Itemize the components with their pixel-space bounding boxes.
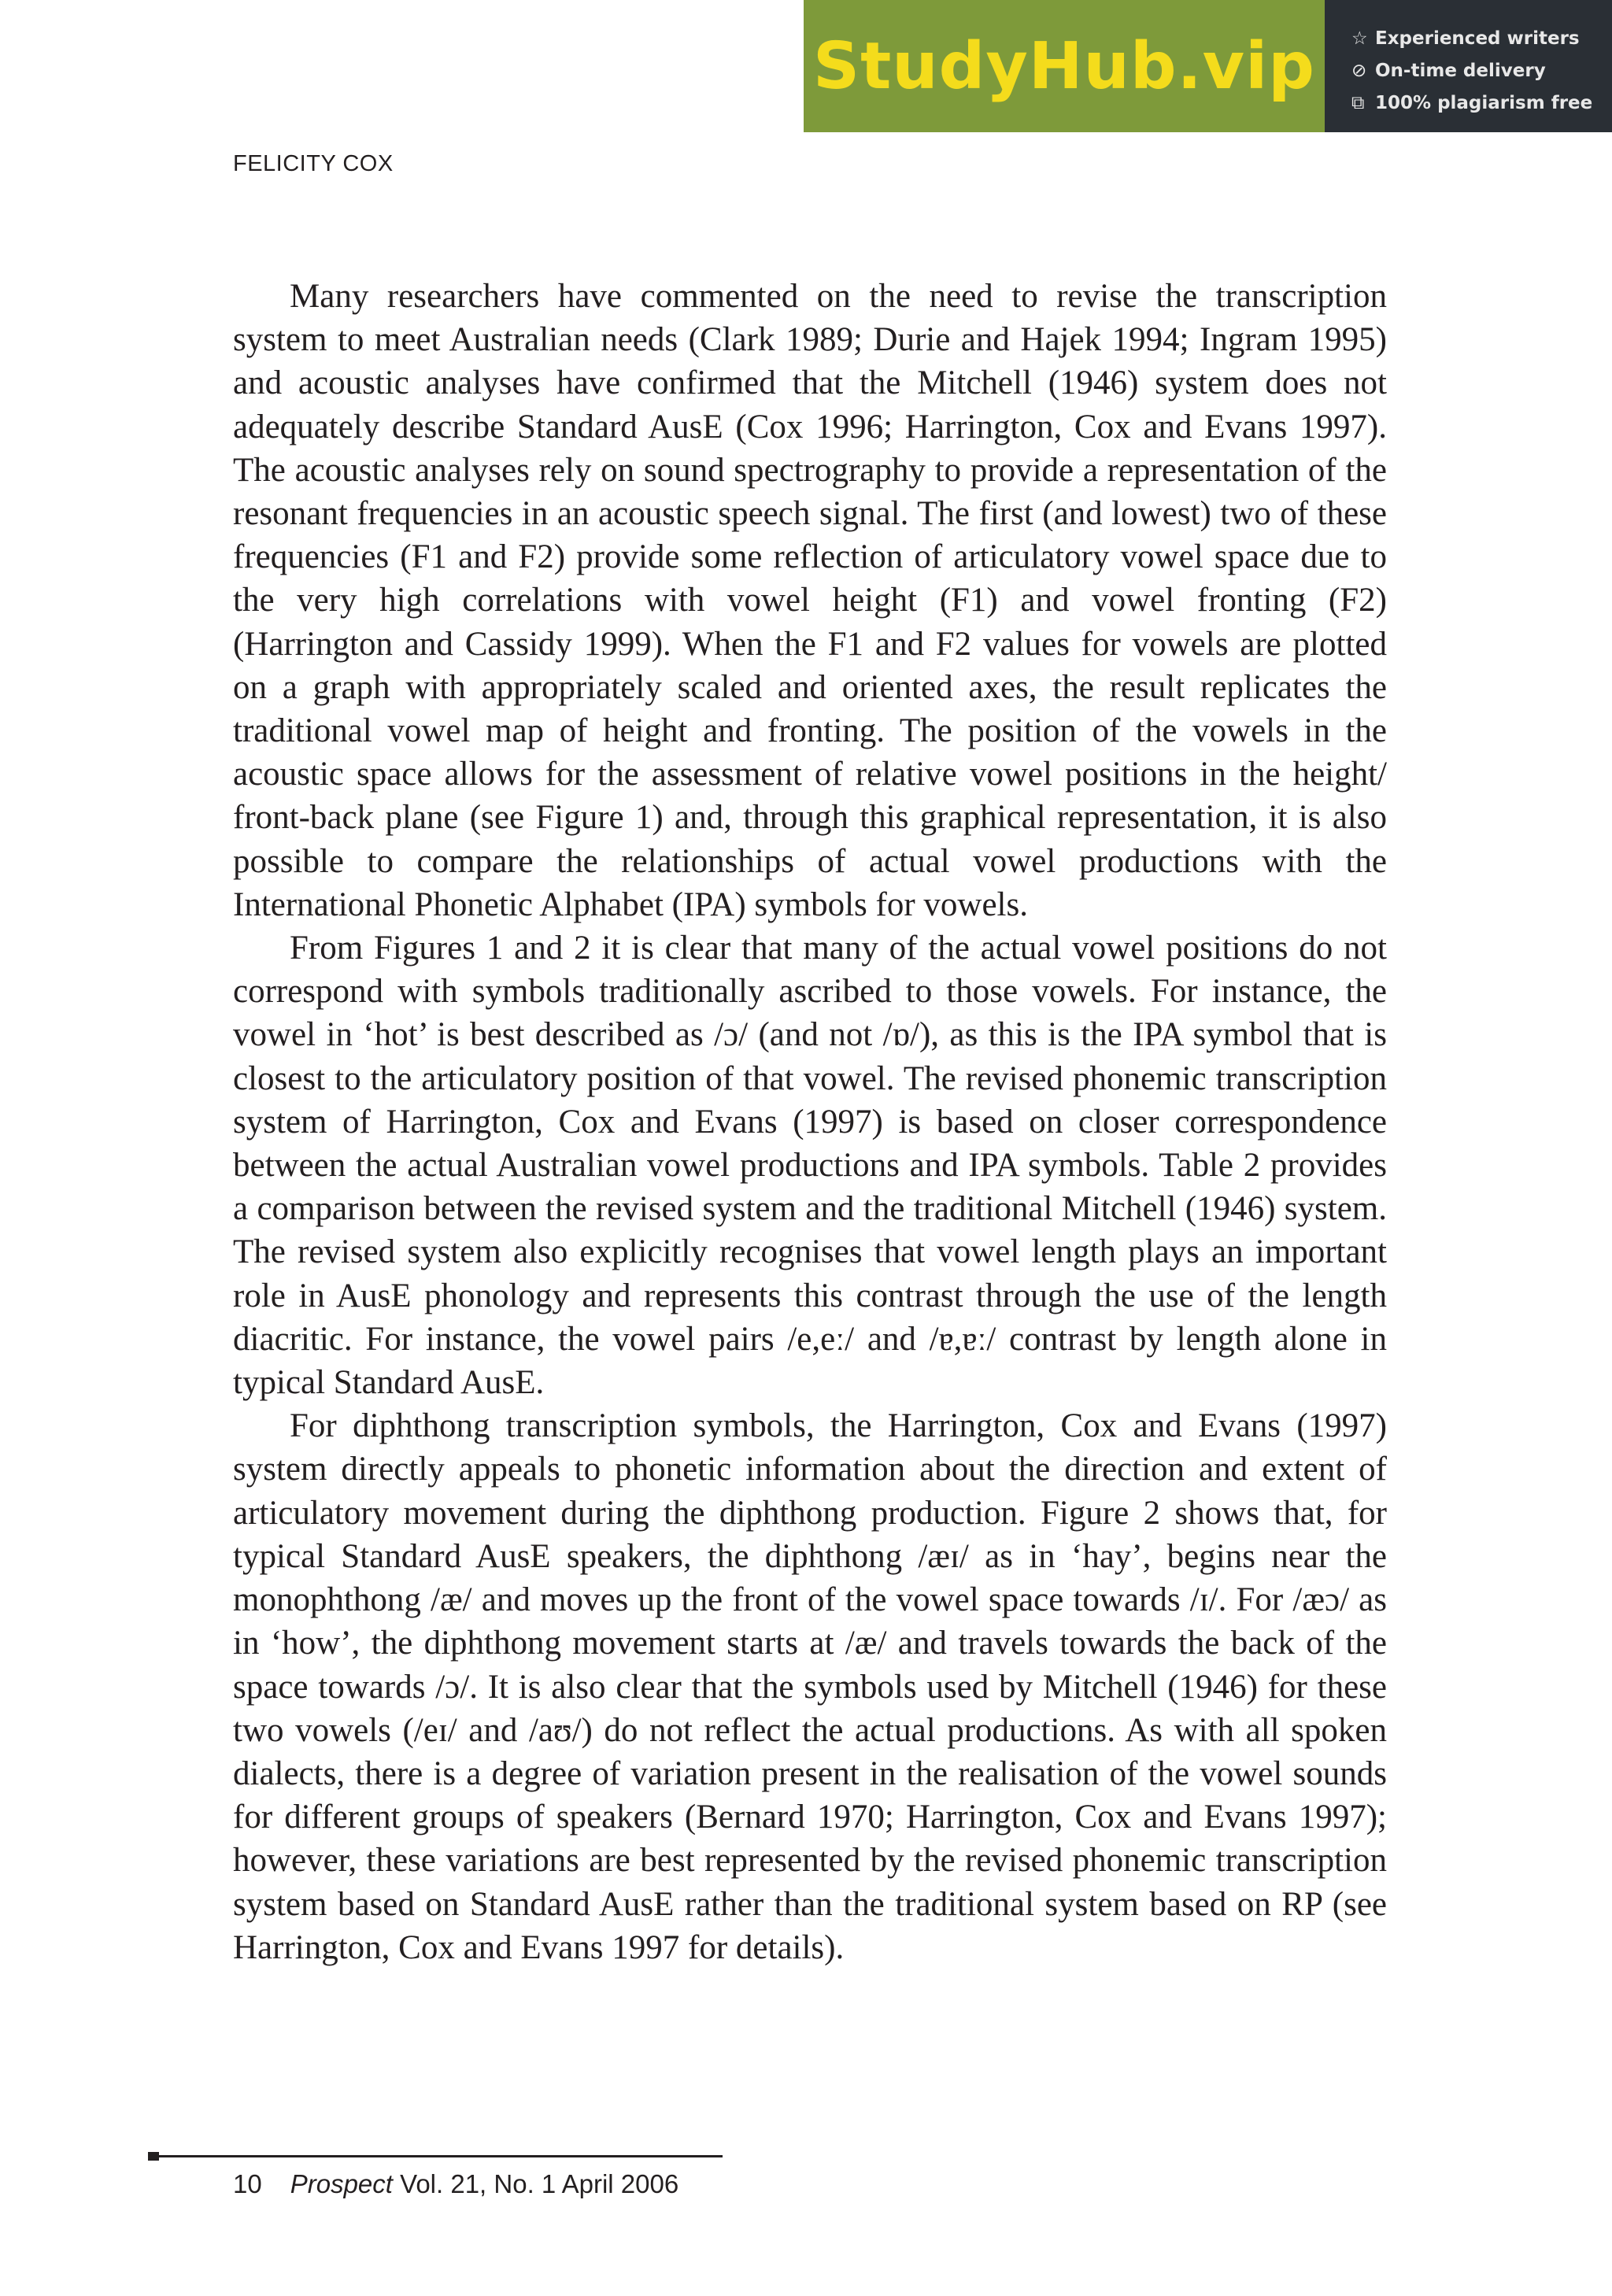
journal-name: Prospect — [290, 2169, 393, 2198]
feature-plagiarism-free — [1351, 87, 1612, 119]
feature-label: 100% plagiarism free — [1375, 92, 1593, 113]
feature-label: Experienced writers — [1375, 28, 1580, 49]
running-head-author: FELICITY COX — [233, 151, 394, 176]
copy-icon: ⧉ — [1351, 92, 1365, 113]
issue: No. 1 — [494, 2169, 556, 2198]
feature-on-time-delivery — [1351, 54, 1612, 87]
paragraph-3: For diphthong transcription symbols, the Harrington, Cox and Evans (1997) system directly appeals to phonetic information about the direction and extent of articulatory movement during the diphthong production. Figure 2 shows that, for typical Standard AusE speakers, the diphthong /æɪ/ as in ‘hay’, begins near the monophthong /æ/ and moves up the front of the vowel space towards /ɪ/. For /æɔ/ as in ‘how’, the diphthong movement starts at /æ/ and travels towards the back of the space towards /ɔ/. It is also clear that the symbols used by Mitchell (1946) for these two vowels (/eɪ/ and /aʊ/) do not reflect the actual productions. As with all spoken dialects, there is a degree of variation present in the realisation of the vowel sounds for different groups of speakers (Bernard 1970; Harrington, Cox and Evans 1997); however, these variations are best represented by the revised phonemic transcription system based on Standard AusE rather than the traditional system based on RP (see Harrington, Cox and Evans 1997 for details). — [233, 1407, 1387, 1966]
issue-date: April 2006 — [561, 2169, 679, 2198]
banner-features — [1325, 0, 1612, 132]
article-body — [233, 275, 1387, 1969]
feature-experienced-writers — [1351, 22, 1612, 54]
brand-logo[interactable]: StudyHub.vip — [813, 28, 1315, 104]
banner-brand-panel[interactable] — [804, 0, 1325, 132]
page-footer — [233, 2169, 678, 2199]
paragraph-2: From Figures 1 and 2 it is clear that many of the actual vowel positions do not correspond with symbols traditionally ascribed to those vowels. For instance, the vowel in ‘hot’ is best described as /ɔ/ (and not /ɒ/), as this is the IPA symbol that is closest to the articulatory position of that vowel. The revised phonemic transcription system of Harrington, Cox and Evans (1997) is based on closer correspondence between the actual Australian vowel productions and IPA symbols. Table 2 provides a comparison between the revised system and the traditional Mitchell (1946) system. The revised system also explicitly recognises that vowel length plays an important role in AusE phonology and represents this contrast through the use of the length diacritic. For instance, the vowel pairs /e,eː/ and /ɐ,ɐː/ contrast by length alone in typical Standard AusE. — [233, 930, 1387, 1402]
page-number: 10 — [233, 2169, 262, 2198]
volume: Vol. 21, — [400, 2169, 487, 2198]
star-icon: ☆ — [1351, 28, 1368, 49]
ad-banner[interactable] — [804, 0, 1612, 132]
feature-label: On-time delivery — [1375, 60, 1546, 81]
footer-rule — [150, 2155, 723, 2157]
paragraph-1: Many researchers have commented on the need to revise the transcription system to meet Australian needs (Clark 1989; Durie and Hajek 1994; Ingram 1995) and acoustic analyses have confirmed that the Mitchell (1946) system does not adequately describe Standard AusE (Cox 1996; Harrington, Cox and Evans 1997). The acoustic analyses rely on sound spectrography to provide a representation of the resonant frequencies in an acoustic speech signal. The first (and lowest) two of these frequencies (F1 and F2) provide some reflection of articulatory vowel space due to the very high correlations with vowel height (F1) and vowel fronting (F2) (Harrington and Cassidy 1999). When the F1 and F2 values for vowels are plotted on a graph with appropriately scaled and oriented axes, the result replicates the traditional vowel map of height and fronting. The position of the vowels in the acoustic space allows for the assessment of relative vowel positions in the height/ front-back plane (see Figure 1) and, through this graphical representation, it is also possible to compare the relationships of actual vowel productions with the International Phonetic Alphabet (IPA) symbols for vowels. — [233, 278, 1387, 923]
clock-icon: ⊘ — [1351, 60, 1367, 81]
